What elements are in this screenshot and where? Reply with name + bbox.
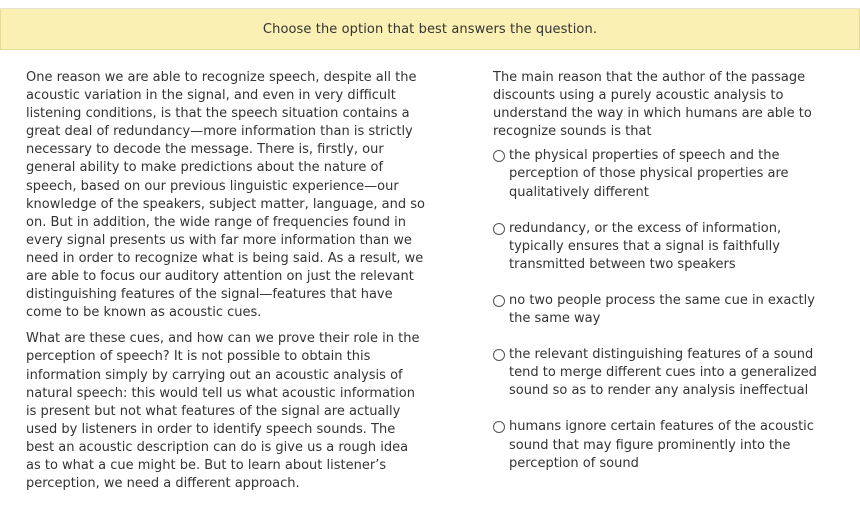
instruction-banner (0, 9, 860, 50)
answer-option-2[interactable] (493, 220, 833, 274)
passage-paragraph-1: One reason we are able to recognize speech, despite all the acoustic variation in the signal, and even in very difficult listening conditions, is that the speech situation contains a great deal of redundancy—more information than is strictly necessary to decode the message. There is, firstly, our general ability to make predictions about the nature of speech, based on our previous linguistic experience—our knowledge of the speakers, subject matter, language, and so on. But in addition, the wide range of frequencies found in every signal presents us with far more information than we need in order to recognize what is being said. As a result, we are able to focus our auditory attention on just the relevant distinguishing features of the signal—features that have come to be known as acoustic cues. (26, 70, 425, 321)
answer-option-3[interactable] (493, 292, 833, 328)
question-stem: The main reason that the author of the passage discounts using a purely acoustic analysis to understand the way in which humans are able to recognize sounds is that (493, 70, 812, 140)
radio-button[interactable] (493, 295, 505, 307)
reading-passage (26, 69, 426, 501)
radio-button[interactable] (493, 150, 505, 162)
answer-option-text: the relevant distinguishing features of a sound tend to merge different cues into a generalized sound so as to render any analysis ineffectual (509, 347, 817, 399)
answer-option-4[interactable] (493, 346, 833, 400)
instruction-text: Choose the option that best answers the question. (262, 21, 598, 37)
answer-option-text: the physical properties of speech and the perception of those physical properties are qualitatively different (509, 148, 789, 200)
answer-option-5[interactable] (493, 418, 833, 472)
answer-option-text: humans ignore certain features of the acoustic sound that may figure prominently into the perception of sound (509, 419, 814, 471)
radio-button[interactable] (493, 223, 505, 235)
answer-option-text: no two people process the same cue in exactly the same way (509, 292, 815, 327)
radio-button[interactable] (493, 349, 505, 361)
top-rule (0, 0, 860, 9)
radio-button[interactable] (493, 421, 505, 433)
passage-paragraph-2: What are these cues, and how can we prove their role in the perception of speech? It is not possible to obtain this information simply by carrying out an acoustic analysis of natural speech: this would tell us what acoustic information is present but not what features of the signal are actually used by listeners in order to identify speech sounds. The best an acoustic description can do is give us a rough idea as to what a cue might be. But to learn about listener’s perception, we need a different approach. (26, 331, 420, 492)
question-panel (493, 69, 833, 491)
answer-option-text: redundancy, or the excess of information, typically ensures that a signal is faithfully transmitted between two speakers (509, 220, 782, 272)
answer-option-1[interactable] (493, 147, 833, 201)
